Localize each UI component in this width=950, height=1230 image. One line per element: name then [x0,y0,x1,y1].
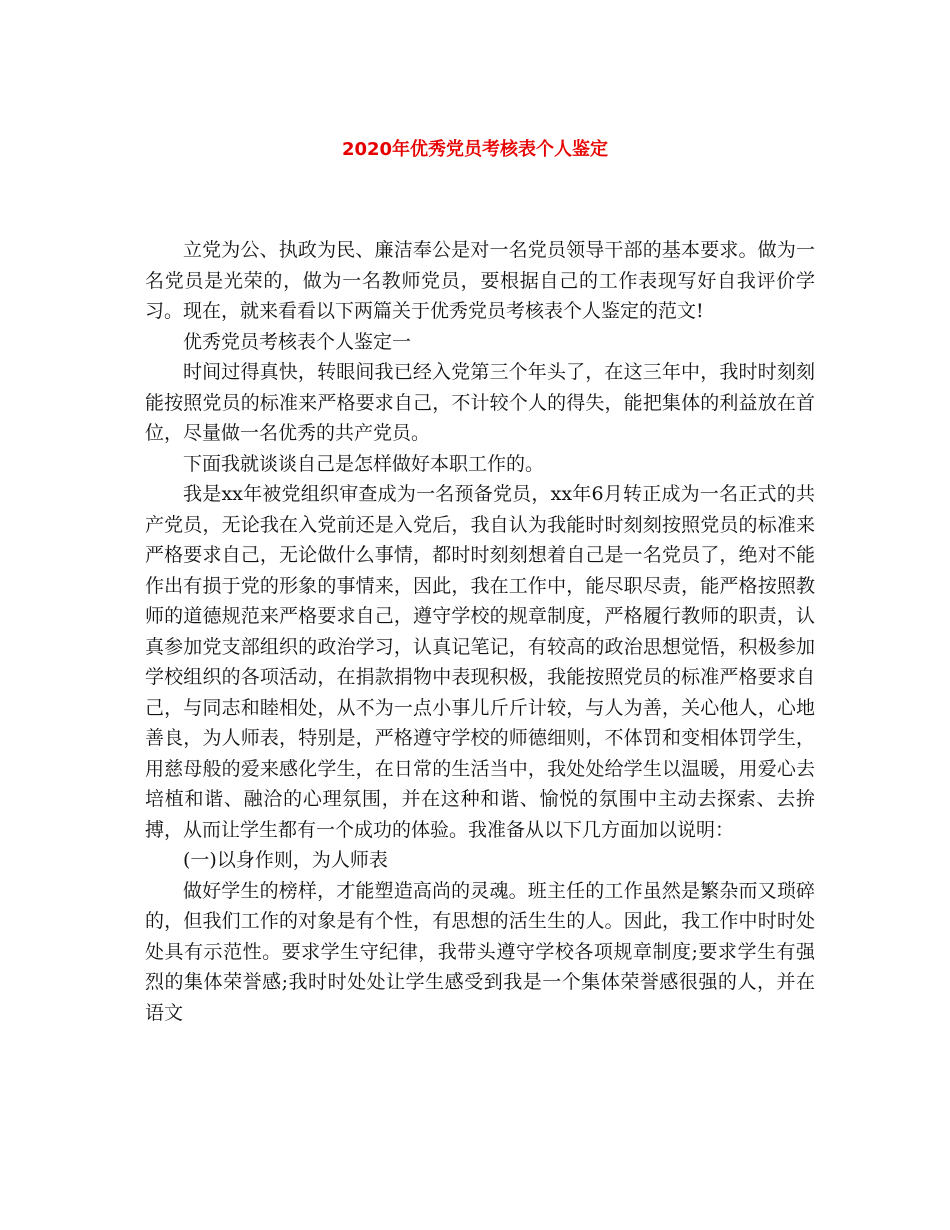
document-title: 2020年优秀党员考核表个人鉴定 [341,139,609,160]
paragraph-section-heading: 优秀党员考核表个人鉴定一 [183,330,412,353]
paragraph-transition: 下面我就谈谈自己是怎样做好本职工作的。 [183,452,545,475]
document-body [145,235,815,1028]
paragraph-subheading: (一)以身作则，为人师表 [183,849,388,871]
paragraph-time: 时间过得真快，转眼间我已经入党第三个年头了，在这三年中，我时时刻刻能按照党员的标准来严格要求自己，不计较个人的得失，能把集体的利益放在首位，尽量做一名优秀的共产党员。 [145,361,815,444]
paragraph-role-model: 做好学生的榜样，才能塑造高尚的灵魂。班主任的工作虽然是繁杂而又琐碎的，但我们工作的对象是有个性，有思想的活生生的人。因此，我工作中时时处处具有示范性。要求学生守纪律，我带头遵守学校各项规章制度;要求学生有强烈的集体荣誉感;我时时处处让学生感受到我是一个集体荣誉感很强的人，并在语文 [145,879,815,1024]
paragraph-intro: 立党为公、执政为民、廉洁奉公是对一名党员领导干部的基本要求。做为一名党员是光荣的，做为一名教师党员，要根据自己的工作表现写好自我评价学习。现在，就来看看以下两篇关于优秀党员考核表个人鉴定的范文! [145,239,815,322]
paragraph-main: 我是xx年被党组织审查成为一名预备党员，xx年6月转正成为一名正式的共产党员，无论我在入党前还是入党后，我自认为我能时时刻刻按照党员的标准来严格要求自己，无论做什么事情，都时时刻刻想着自己是一名党员了，绝对不能作出有损于党的形象的事情来，因此，我在工作中，能尽职尽责，能严格按照教师的道德规范来严格要求自己，遵守学校的规章制度，严格履行教师的职责，认真参加党支部组织的政治学习，认真记笔记，有较高的政治思想觉悟，积极参加学校组织的各项活动，在捐款捐物中表现积极，我能按照党员的标准严格要求自己，与同志和睦相处，从不为一点小事儿斤斤计较，与人为善，关心他人，心地善良，为人师表，特别是，严格遵守学校的师德细则，不体罚和变相体罚学生，用慈母般的爱来感化学生，在日常的生活当中，我处处给学生以温暖，用爱心去培植和谐、融洽的心理氛围，并在这种和谐、愉悦的氛围中主动去探索、去拚搏，从而让学生都有一个成功的体验。我准备从以下几方面加以说明： [145,483,815,841]
